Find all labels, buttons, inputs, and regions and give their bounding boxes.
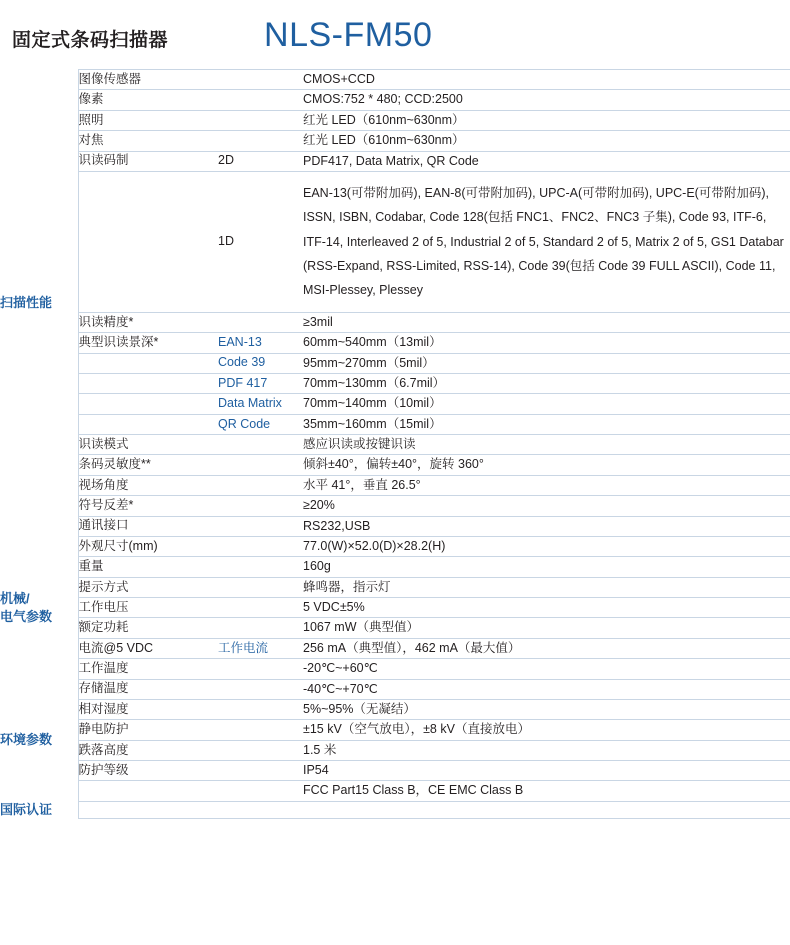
table-row xyxy=(0,373,790,393)
row-value: -20℃~+60℃ xyxy=(303,659,790,679)
row-sublabel: QR Code xyxy=(218,414,303,434)
row-sublabel xyxy=(218,435,303,455)
group-label-mech-line2: 电气参数 xyxy=(0,608,53,624)
row-value: 蜂鸣器，指示灯 xyxy=(303,577,790,597)
table-row xyxy=(0,110,790,130)
table-row xyxy=(0,394,790,414)
row-sublabel xyxy=(218,781,303,801)
row-sublabel xyxy=(218,516,303,536)
row-label: 外观尺寸(mm) xyxy=(78,536,218,556)
table-row xyxy=(0,475,790,495)
row-sublabel xyxy=(218,740,303,760)
specification-table xyxy=(0,69,790,819)
row-value: ≥3mil xyxy=(303,312,790,332)
row-value: 77.0(W)×52.0(D)×28.2(H) xyxy=(303,536,790,556)
row-label: 识读精度* xyxy=(78,312,218,332)
table-row xyxy=(0,699,790,719)
row-label: 识读码制 xyxy=(78,151,218,171)
table-row xyxy=(0,70,790,90)
row-sublabel xyxy=(218,110,303,130)
row-sublabel xyxy=(218,70,303,90)
row-sublabel xyxy=(218,536,303,556)
row-sublabel: EAN-13 xyxy=(218,333,303,353)
table-row xyxy=(0,90,790,110)
row-value: -40℃~+70℃ xyxy=(303,679,790,699)
row-value xyxy=(303,801,790,819)
row-label: 通讯接口 xyxy=(78,516,218,536)
table-row xyxy=(0,638,790,658)
table-row xyxy=(0,353,790,373)
row-label xyxy=(78,373,218,393)
table-row xyxy=(0,761,790,781)
row-value: 感应识读或按键识读 xyxy=(303,435,790,455)
row-label xyxy=(78,414,218,434)
table-row xyxy=(0,131,790,151)
row-label: 像素 xyxy=(78,90,218,110)
row-value: 70mm~140mm（10mil） xyxy=(303,394,790,414)
row-value: EAN-13(可带附加码), EAN-8(可带附加码), UPC-A(可带附加码), UPC-E(可带附加码), ISSN, ISBN, Codabar, Code 128(包括 FNC1、FNC2、FNC3 子集), Code 93, ITF-6, ITF-14, Interleaved 2 of 5, Industrial 2 of 5, Standard 2 of 5, Matrix 2 of 5, GS1 Databar (RSS-Expand, RSS-Limited, RSS-14), Code 39(包括 Code 39 FULL ASCII), Code 11, MSI-Plessey, Plessey xyxy=(303,171,790,312)
row-label: 电流@5 VDC xyxy=(78,638,218,658)
table-row xyxy=(0,801,790,819)
row-label: 典型识读景深* xyxy=(78,333,218,353)
row-label: 额定功耗 xyxy=(78,618,218,638)
row-label xyxy=(78,394,218,414)
row-label: 对焦 xyxy=(78,131,218,151)
row-sublabel xyxy=(218,659,303,679)
row-label xyxy=(78,353,218,373)
row-label: 符号反差* xyxy=(78,496,218,516)
row-value: ≥20% xyxy=(303,496,790,516)
row-sublabel xyxy=(218,455,303,475)
table-row xyxy=(0,557,790,577)
table-row xyxy=(0,516,790,536)
row-value: 60mm~540mm（13mil） xyxy=(303,333,790,353)
row-sublabel xyxy=(218,90,303,110)
row-label: 防护等级 xyxy=(78,761,218,781)
row-sublabel: Data Matrix xyxy=(218,394,303,414)
row-value: 256 mA（典型值），462 mA（最大值） xyxy=(303,638,790,658)
row-sublabel: PDF 417 xyxy=(218,373,303,393)
row-sublabel xyxy=(218,679,303,699)
row-label: 识读模式 xyxy=(78,435,218,455)
row-value: 倾斜±40°，偏转±40°，旋转 360° xyxy=(303,455,790,475)
row-label: 静电防护 xyxy=(78,720,218,740)
table-row xyxy=(0,536,790,556)
row-label: 照明 xyxy=(78,110,218,130)
page-header xyxy=(0,0,790,69)
row-label xyxy=(78,171,218,312)
row-label: 重量 xyxy=(78,557,218,577)
row-sublabel xyxy=(218,312,303,332)
row-sublabel xyxy=(218,475,303,495)
row-label: 跌落高度 xyxy=(78,740,218,760)
table-row xyxy=(0,577,790,597)
row-label xyxy=(78,801,218,819)
row-sublabel xyxy=(218,557,303,577)
table-row xyxy=(0,312,790,332)
row-label: 提示方式 xyxy=(78,577,218,597)
row-label: 条码灵敏度** xyxy=(78,455,218,475)
row-label: 视场角度 xyxy=(78,475,218,495)
row-sublabel: 2D xyxy=(218,151,303,171)
table-row xyxy=(0,171,790,312)
row-label: 存储温度 xyxy=(78,679,218,699)
table-row xyxy=(0,720,790,740)
group-label-scan: 扫描性能 xyxy=(0,295,53,311)
row-value: 5 VDC±5% xyxy=(303,598,790,618)
row-sublabel xyxy=(218,720,303,740)
row-value: RS232,USB xyxy=(303,516,790,536)
table-row xyxy=(0,679,790,699)
row-sublabel xyxy=(218,761,303,781)
row-label: 相对湿度 xyxy=(78,699,218,719)
table-row xyxy=(0,455,790,475)
group-label-cert: 国际认证 xyxy=(0,802,53,818)
row-value: 5%~95%（无凝结） xyxy=(303,699,790,719)
row-sublabel xyxy=(218,699,303,719)
group-label-env: 环境参数 xyxy=(0,732,53,748)
row-value: 水平 41°，垂直 26.5° xyxy=(303,475,790,495)
product-model: NLS-FM50 xyxy=(264,16,433,54)
row-sublabel xyxy=(218,598,303,618)
row-value: PDF417, Data Matrix, QR Code xyxy=(303,151,790,171)
table-row xyxy=(0,435,790,455)
group-label-mech-line1: 机械/ xyxy=(0,591,30,607)
table-row xyxy=(0,659,790,679)
row-sublabel xyxy=(218,131,303,151)
page-title: 固定式条码扫描器 xyxy=(12,30,169,51)
row-label xyxy=(78,781,218,801)
row-value: 1067 mW（典型值） xyxy=(303,618,790,638)
table-row xyxy=(0,333,790,353)
row-sublabel xyxy=(218,496,303,516)
row-value: 70mm~130mm（6.7mil） xyxy=(303,373,790,393)
table-row xyxy=(0,151,790,171)
row-value: 95mm~270mm（5mil） xyxy=(303,353,790,373)
table-row xyxy=(0,781,790,801)
row-sublabel xyxy=(218,577,303,597)
table-row xyxy=(0,740,790,760)
group-label-mech xyxy=(0,536,78,679)
row-value: FCC Part15 Class B，CE EMC Class B xyxy=(303,781,790,801)
row-value: CMOS+CCD xyxy=(303,70,790,90)
row-value: 红光 LED（610nm~630nm） xyxy=(303,110,790,130)
table-row xyxy=(0,496,790,516)
row-sublabel: Code 39 xyxy=(218,353,303,373)
row-value: IP54 xyxy=(303,761,790,781)
row-label: 图像传感器 xyxy=(78,70,218,90)
table-row xyxy=(0,598,790,618)
table-row xyxy=(0,414,790,434)
row-label: 工作电压 xyxy=(78,598,218,618)
row-value: 160g xyxy=(303,557,790,577)
row-value: 35mm~160mm（15mil） xyxy=(303,414,790,434)
row-sublabel xyxy=(218,618,303,638)
table-row xyxy=(0,618,790,638)
row-value: ±15 kV（空气放电），±8 kV（直接放电） xyxy=(303,720,790,740)
row-value: 1.5 米 xyxy=(303,740,790,760)
row-sublabel xyxy=(218,801,303,819)
row-sublabel: 1D xyxy=(218,171,303,312)
row-label: 工作温度 xyxy=(78,659,218,679)
row-value: CMOS:752 * 480; CCD:2500 xyxy=(303,90,790,110)
row-sublabel: 工作电流 xyxy=(218,638,303,658)
row-value: 红光 LED（610nm~630nm） xyxy=(303,131,790,151)
